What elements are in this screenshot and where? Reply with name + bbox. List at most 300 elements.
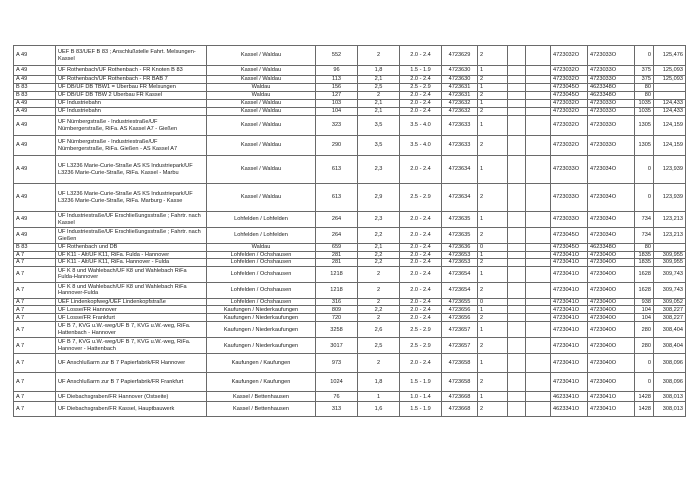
cell-blank-b	[526, 298, 551, 306]
table-row	[14, 259, 686, 267]
cell-distance: 1835	[635, 251, 654, 259]
cell-sub-part: 1	[478, 322, 508, 338]
table-row	[14, 116, 686, 136]
cell-grade: 2	[358, 92, 400, 100]
cell-sub-part: 2	[478, 314, 508, 322]
cell-grade: 2,2	[358, 306, 400, 314]
cell-blank-b	[526, 156, 551, 184]
cell-sub-part: 2	[478, 373, 508, 392]
cell-map-sheet-1: 4723041O	[551, 354, 588, 373]
table-row	[14, 92, 686, 100]
cell-map-sheet-2: 4723040O	[588, 306, 635, 314]
cell-grade: 2	[358, 46, 400, 66]
cell-grade: 2,2	[358, 228, 400, 244]
cell-location: Kassel / Waldau	[207, 66, 316, 76]
cell-station	[654, 244, 686, 252]
cell-blank-a	[508, 136, 526, 156]
cell-length: 3258	[316, 322, 358, 338]
cell-sub-part: 1	[478, 266, 508, 282]
cell-map-sheet-2: 4623348O	[588, 244, 635, 252]
cell-distance: 280	[635, 322, 654, 338]
cell-distance: 938	[635, 298, 654, 306]
cell-distance: 80	[635, 244, 654, 252]
cell-structure: UF Industriestraße/UF Erschließungsstraße ; Fahrtr. nach Kassel	[56, 212, 207, 228]
bridge-register-table	[13, 45, 686, 417]
cell-map-sheet-2: 4723040O	[588, 298, 635, 306]
cell-grade-class: 3.5 - 4.0	[400, 116, 442, 136]
cell-blank-b	[526, 108, 551, 116]
cell-distance: 1628	[635, 266, 654, 282]
cell-structure: UF Nürnbergstraße - Industriestraße/UF Nürnbergerstraße, RiFa. Gießen - AS Kassel A7	[56, 136, 207, 156]
cell-grade-class: 2.0 - 2.4	[400, 266, 442, 282]
cell-map-sheet-1: 4723032O	[551, 100, 588, 108]
cell-grade-class: 2.0 - 2.4	[400, 306, 442, 314]
cell-structure-number: 4723668	[442, 402, 478, 417]
cell-blank-b	[526, 76, 551, 84]
cell-length: 156	[316, 84, 358, 92]
cell-blank-a	[508, 92, 526, 100]
cell-map-sheet-2: 4723040O	[588, 259, 635, 267]
cell-grade: 1	[358, 392, 400, 402]
cell-length: 720	[316, 314, 358, 322]
cell-road: A 7	[14, 373, 56, 392]
cell-station: 124,433	[654, 100, 686, 108]
cell-station: 124,159	[654, 116, 686, 136]
cell-structure: UF Losse/FR Hannover	[56, 306, 207, 314]
cell-sub-part: 2	[478, 76, 508, 84]
cell-road: A 49	[14, 46, 56, 66]
cell-road: A 7	[14, 338, 56, 354]
cell-grade-class: 2.0 - 2.4	[400, 76, 442, 84]
cell-sub-part: 1	[478, 392, 508, 402]
cell-structure-number: 4723629	[442, 46, 478, 66]
cell-distance: 734	[635, 212, 654, 228]
cell-location: Lohfelden / Lohfelden	[207, 228, 316, 244]
cell-grade: 2,6	[358, 322, 400, 338]
cell-grade: 3,5	[358, 116, 400, 136]
cell-structure: UF DB/UF DB TBW1 = Überbau FR Melsungen	[56, 84, 207, 92]
cell-grade-class: 1.5 - 1.9	[400, 66, 442, 76]
cell-grade: 2,2	[358, 259, 400, 267]
cell-structure-number: 4723634	[442, 156, 478, 184]
cell-location: Kaufungen / Niederkaufungen	[207, 306, 316, 314]
cell-distance: 0	[635, 354, 654, 373]
cell-grade: 2	[358, 354, 400, 373]
table-row	[14, 282, 686, 298]
cell-blank-a	[508, 228, 526, 244]
cell-distance: 1428	[635, 402, 654, 417]
cell-location: Kassel / Waldau	[207, 184, 316, 212]
cell-structure-number: 4723658	[442, 373, 478, 392]
table-row	[14, 46, 686, 66]
cell-structure: UF L3236 Marie-Curie-Straße AS KS Industriepark/UF L3236 Marie-Curie-Straße, RiFa. Marburg - Kasse	[56, 184, 207, 212]
cell-grade: 2	[358, 282, 400, 298]
cell-length: 1218	[316, 282, 358, 298]
cell-location: Kaufungen / Niederkaufungen	[207, 314, 316, 322]
cell-grade: 1,6	[358, 402, 400, 417]
cell-grade: 2	[358, 266, 400, 282]
cell-grade: 2	[358, 314, 400, 322]
cell-blank-a	[508, 66, 526, 76]
cell-map-sheet-2: 4723033O	[588, 136, 635, 156]
cell-road: B 83	[14, 92, 56, 100]
cell-road: A 7	[14, 392, 56, 402]
cell-location: Waldau	[207, 84, 316, 92]
cell-station: 308,404	[654, 322, 686, 338]
cell-blank-b	[526, 402, 551, 417]
cell-blank-b	[526, 314, 551, 322]
cell-structure-number: 4723635	[442, 212, 478, 228]
cell-structure-number: 4723657	[442, 338, 478, 354]
cell-length: 323	[316, 116, 358, 136]
cell-blank-b	[526, 100, 551, 108]
cell-sub-part: 2	[478, 184, 508, 212]
cell-station: 125,093	[654, 76, 686, 84]
cell-sub-part: 0	[478, 298, 508, 306]
cell-map-sheet-1: 4723041O	[551, 259, 588, 267]
cell-location: Kassel / Waldau	[207, 100, 316, 108]
cell-sub-part: 2	[478, 282, 508, 298]
cell-structure-number: 4723633	[442, 136, 478, 156]
cell-structure: UF K 8 und Wahlebach/UF K8 und Wahlebach RiFa Hannover-Fulda	[56, 282, 207, 298]
table-row	[14, 156, 686, 184]
cell-distance: 80	[635, 92, 654, 100]
cell-blank-a	[508, 108, 526, 116]
cell-blank-a	[508, 244, 526, 252]
table-row	[14, 136, 686, 156]
table-row	[14, 338, 686, 354]
cell-map-sheet-1: 4723032O	[551, 66, 588, 76]
cell-blank-b	[526, 136, 551, 156]
cell-grade: 2,3	[358, 156, 400, 184]
cell-blank-a	[508, 402, 526, 417]
cell-structure: UF Diebachsgraben/FR Kassel, Hauptbauwerk	[56, 402, 207, 417]
cell-location: Lohfelden / Ochshausen	[207, 282, 316, 298]
cell-station: 125,093	[654, 66, 686, 76]
cell-grade-class: 2.5 - 2.9	[400, 184, 442, 212]
cell-length: 1024	[316, 373, 358, 392]
cell-blank-b	[526, 373, 551, 392]
cell-grade: 2,2	[358, 251, 400, 259]
cell-grade-class: 2.5 - 2.9	[400, 84, 442, 92]
cell-blank-a	[508, 338, 526, 354]
cell-blank-b	[526, 84, 551, 92]
cell-location: Kassel / Bettenhausen	[207, 392, 316, 402]
cell-grade: 2,1	[358, 244, 400, 252]
cell-road: A 49	[14, 66, 56, 76]
cell-blank-b	[526, 116, 551, 136]
cell-map-sheet-1: 4723045O	[551, 92, 588, 100]
cell-length: 103	[316, 100, 358, 108]
cell-structure: UF Anschlußarm zur B 7 Papierfabrik/FR Hannover	[56, 354, 207, 373]
cell-station: 308,227	[654, 306, 686, 314]
cell-map-sheet-1: 4723045O	[551, 244, 588, 252]
cell-map-sheet-1: 4723041O	[551, 282, 588, 298]
cell-map-sheet-2: 4623348O	[588, 84, 635, 92]
cell-distance: 104	[635, 314, 654, 322]
cell-station	[654, 92, 686, 100]
table-row	[14, 373, 686, 392]
table-row	[14, 108, 686, 116]
cell-length: 281	[316, 259, 358, 267]
cell-distance: 1628	[635, 282, 654, 298]
cell-structure: UF Rothenbach/UF Rothenbach - FR Knoten B 83	[56, 66, 207, 76]
cell-location: Kassel / Waldau	[207, 76, 316, 84]
table-row	[14, 402, 686, 417]
cell-station: 125,476	[654, 46, 686, 66]
cell-distance: 0	[635, 156, 654, 184]
cell-length: 104	[316, 108, 358, 116]
cell-sub-part: 1	[478, 84, 508, 92]
cell-distance: 0	[635, 46, 654, 66]
cell-location: Kassel / Waldau	[207, 116, 316, 136]
cell-location: Kaufungen / Kaufungen	[207, 354, 316, 373]
cell-map-sheet-1: 4623341O	[551, 392, 588, 402]
cell-blank-a	[508, 282, 526, 298]
cell-road: A 7	[14, 402, 56, 417]
cell-location: Kassel / Waldau	[207, 156, 316, 184]
table-row	[14, 392, 686, 402]
cell-length: 290	[316, 136, 358, 156]
cell-structure: UF L3236 Marie-Curie-Straße AS KS Industriepark/UF L3236 Marie-Curie-Straße, RiFa. Kassel - Marbu	[56, 156, 207, 184]
cell-structure: UF B 7, KVG u.W.-weg/UF B 7, KVG u.W.-weg, RiFa. Hannover - Hattenbach	[56, 338, 207, 354]
table-row	[14, 212, 686, 228]
cell-structure-number: 4723655	[442, 298, 478, 306]
cell-structure-number: 4723653	[442, 251, 478, 259]
cell-map-sheet-1: 4723045O	[551, 84, 588, 92]
cell-sub-part: 1	[478, 212, 508, 228]
cell-blank-a	[508, 298, 526, 306]
cell-road: A 7	[14, 354, 56, 373]
cell-location: Kassel / Waldau	[207, 46, 316, 66]
cell-distance: 375	[635, 66, 654, 76]
cell-structure: UEF B 83/UEF B 83 ; Anschlußstelle Fahrt. Melsungen-Kassel	[56, 46, 207, 66]
table-row	[14, 184, 686, 212]
cell-road: A 7	[14, 314, 56, 322]
cell-map-sheet-1: 4723041O	[551, 373, 588, 392]
cell-distance: 1305	[635, 136, 654, 156]
cell-structure: UF Industriebahn	[56, 108, 207, 116]
cell-road: A 49	[14, 212, 56, 228]
cell-station: 308,096	[654, 354, 686, 373]
cell-map-sheet-1: 4723041O	[551, 338, 588, 354]
cell-sub-part: 1	[478, 306, 508, 314]
cell-map-sheet-1: 4723041O	[551, 314, 588, 322]
cell-station: 308,013	[654, 392, 686, 402]
cell-grade: 2,5	[358, 84, 400, 92]
cell-structure: UF Industriebahn	[56, 100, 207, 108]
table-row	[14, 76, 686, 84]
cell-length: 552	[316, 46, 358, 66]
cell-road: B 83	[14, 84, 56, 92]
cell-road: A 7	[14, 266, 56, 282]
cell-blank-a	[508, 46, 526, 66]
cell-structure: UF Rothenbach und DB	[56, 244, 207, 252]
cell-grade-class: 2.5 - 2.9	[400, 338, 442, 354]
cell-blank-b	[526, 322, 551, 338]
cell-length: 113	[316, 76, 358, 84]
cell-grade-class: 2.0 - 2.4	[400, 212, 442, 228]
cell-location: Kaufungen / Niederkaufungen	[207, 338, 316, 354]
cell-map-sheet-1: 4623341O	[551, 402, 588, 417]
cell-structure: UF Industriestraße/UF Erschließungsstraße ; Fahrtr. nach Gießen	[56, 228, 207, 244]
cell-grade: 3,5	[358, 136, 400, 156]
cell-grade-class: 2.5 - 2.9	[400, 322, 442, 338]
cell-structure-number: 4723636	[442, 244, 478, 252]
table-row	[14, 322, 686, 338]
cell-blank-a	[508, 259, 526, 267]
cell-station: 123,939	[654, 184, 686, 212]
table-row	[14, 66, 686, 76]
cell-length: 1218	[316, 266, 358, 282]
cell-sub-part: 1	[478, 251, 508, 259]
cell-grade: 2,1	[358, 76, 400, 84]
cell-structure: UF Diebachsgraben/FR Hannover (Ostseite)	[56, 392, 207, 402]
cell-map-sheet-1: 4723045O	[551, 228, 588, 244]
cell-station	[654, 84, 686, 92]
cell-station: 309,052	[654, 298, 686, 306]
cell-location: Lohfelden / Ochshausen	[207, 266, 316, 282]
cell-sub-part: 1	[478, 156, 508, 184]
cell-blank-a	[508, 306, 526, 314]
cell-structure-number: 4723657	[442, 322, 478, 338]
cell-distance: 1428	[635, 392, 654, 402]
cell-map-sheet-2: 4723040O	[588, 266, 635, 282]
cell-grade: 2	[358, 298, 400, 306]
cell-grade-class: 2.0 - 2.4	[400, 108, 442, 116]
cell-structure-number: 4723634	[442, 184, 478, 212]
table-row	[14, 306, 686, 314]
cell-blank-a	[508, 184, 526, 212]
cell-blank-b	[526, 259, 551, 267]
cell-structure-number: 4723632	[442, 100, 478, 108]
cell-blank-b	[526, 392, 551, 402]
cell-structure-number: 4723668	[442, 392, 478, 402]
cell-blank-b	[526, 282, 551, 298]
cell-road: A 49	[14, 136, 56, 156]
cell-grade-class: 2.0 - 2.4	[400, 92, 442, 100]
cell-structure-number: 4723654	[442, 282, 478, 298]
cell-blank-a	[508, 116, 526, 136]
cell-structure-number: 4723631	[442, 84, 478, 92]
cell-structure-number: 4723653	[442, 259, 478, 267]
cell-blank-b	[526, 228, 551, 244]
cell-structure: UF DB/UF DB TBW 2 Überbau FR Kassel	[56, 92, 207, 100]
cell-map-sheet-2: 4723033O	[588, 108, 635, 116]
cell-location: Kaufungen / Kaufungen	[207, 373, 316, 392]
cell-road: A 7	[14, 322, 56, 338]
cell-structure-number: 4723658	[442, 354, 478, 373]
cell-blank-a	[508, 392, 526, 402]
cell-map-sheet-2: 4723033O	[588, 46, 635, 66]
cell-station: 309,955	[654, 259, 686, 267]
cell-map-sheet-1: 4723032O	[551, 76, 588, 84]
cell-location: Kaufungen / Niederkaufungen	[207, 322, 316, 338]
cell-map-sheet-2: 4623348O	[588, 92, 635, 100]
cell-station: 124,159	[654, 136, 686, 156]
cell-grade-class: 2.0 - 2.4	[400, 354, 442, 373]
cell-blank-a	[508, 354, 526, 373]
cell-structure: UEF Lindenkopfweg/UEF Lindenkopfstraße	[56, 298, 207, 306]
cell-sub-part: 2	[478, 108, 508, 116]
cell-blank-b	[526, 92, 551, 100]
table-row	[14, 314, 686, 322]
cell-structure-number: 4723656	[442, 306, 478, 314]
cell-grade-class: 2.0 - 2.4	[400, 298, 442, 306]
cell-station: 308,227	[654, 314, 686, 322]
cell-road: A 49	[14, 184, 56, 212]
cell-map-sheet-2: 4723033O	[588, 66, 635, 76]
cell-station: 309,955	[654, 251, 686, 259]
cell-sub-part: 2	[478, 402, 508, 417]
cell-road: A 49	[14, 76, 56, 84]
cell-blank-b	[526, 266, 551, 282]
cell-distance: 0	[635, 184, 654, 212]
cell-structure: UF K 8 und Wahlebach/UF K8 und Wahlebach RiFa Fulda-Hannover	[56, 266, 207, 282]
cell-blank-b	[526, 338, 551, 354]
cell-distance: 1835	[635, 259, 654, 267]
cell-location: Lohfelden / Lohfelden	[207, 212, 316, 228]
cell-road: A 49	[14, 116, 56, 136]
cell-structure: UF K11 - Alt/UF K11, RiFa. Hannover - Fulda	[56, 259, 207, 267]
cell-distance: 734	[635, 228, 654, 244]
cell-sub-part: 2	[478, 92, 508, 100]
cell-blank-b	[526, 306, 551, 314]
table-body	[14, 46, 686, 417]
cell-length: 313	[316, 402, 358, 417]
cell-length: 264	[316, 212, 358, 228]
cell-length: 613	[316, 184, 358, 212]
table-row	[14, 100, 686, 108]
cell-map-sheet-2: 4723033O	[588, 76, 635, 84]
cell-road: A 7	[14, 259, 56, 267]
cell-sub-part: 2	[478, 228, 508, 244]
cell-grade-class: 2.0 - 2.4	[400, 244, 442, 252]
cell-station: 123,213	[654, 212, 686, 228]
cell-blank-b	[526, 66, 551, 76]
table-row	[14, 251, 686, 259]
cell-map-sheet-2: 4723034O	[588, 228, 635, 244]
cell-structure-number: 4723654	[442, 266, 478, 282]
cell-map-sheet-1: 4723033O	[551, 212, 588, 228]
cell-map-sheet-2: 4723040O	[588, 322, 635, 338]
cell-structure: UF Nürnbergstraße - Industriestraße/UF Nürnbergerstraße, RiFa. AS Kassel A7 - Gießen	[56, 116, 207, 136]
cell-station: 123,939	[654, 156, 686, 184]
cell-distance: 375	[635, 76, 654, 84]
cell-map-sheet-2: 4723034O	[588, 212, 635, 228]
cell-sub-part: 1	[478, 116, 508, 136]
table-row	[14, 244, 686, 252]
cell-distance: 104	[635, 306, 654, 314]
cell-structure-number: 4723632	[442, 108, 478, 116]
cell-blank-a	[508, 322, 526, 338]
cell-map-sheet-1: 4723041O	[551, 266, 588, 282]
cell-blank-a	[508, 314, 526, 322]
cell-location: Lohfelden / Ochshausen	[207, 251, 316, 259]
cell-map-sheet-2: 4723041O	[588, 392, 635, 402]
cell-grade-class: 1.5 - 1.9	[400, 402, 442, 417]
cell-map-sheet-2: 4723040O	[588, 282, 635, 298]
cell-road: A 49	[14, 100, 56, 108]
cell-grade: 2,1	[358, 108, 400, 116]
table-row	[14, 84, 686, 92]
cell-location: Lohfelden / Ochshausen	[207, 259, 316, 267]
cell-sub-part: 1	[478, 354, 508, 373]
cell-grade-class: 2.0 - 2.4	[400, 282, 442, 298]
cell-map-sheet-2: 4723040O	[588, 373, 635, 392]
cell-location: Waldau	[207, 244, 316, 252]
cell-structure-number: 4723633	[442, 116, 478, 136]
